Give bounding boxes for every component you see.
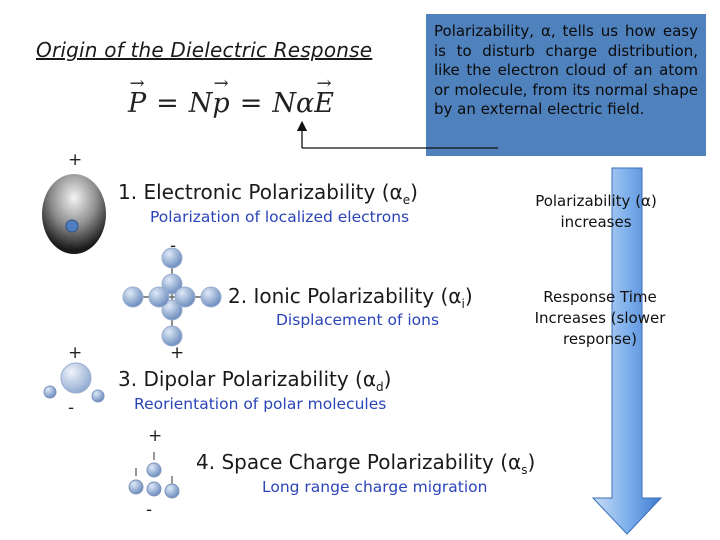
plus-sign-2: + [170, 343, 185, 363]
space-charge-polarizability-heading: 4. Space Charge Polarizability $(\alpha_s)$ [196, 450, 536, 477]
formula-P: → P [128, 88, 146, 119]
formula-alpha: α [295, 88, 315, 119]
ionic-polarizability-heading: 2. Ionic Polarizability $(\alpha_i)$ [228, 284, 473, 311]
formula-p: → p [212, 88, 229, 119]
plus-sign-4: + [148, 426, 163, 446]
electronic-polarizability-description: Polarization of localized electrons [150, 208, 410, 226]
polar-molecule [44, 363, 104, 402]
callout-connector [302, 126, 498, 148]
space-charge-polarizability-description: Long range charge migration [262, 478, 488, 496]
polarization-formula: → P = N→ p = Nα→ E [128, 88, 334, 119]
minus-sign-2: - [170, 236, 177, 256]
formula-N: N [188, 88, 213, 119]
formula-E: → E [314, 88, 334, 119]
plus-sign-3: + [68, 343, 83, 363]
electronic-polarizability-heading: 1. Electronic Polarizability $(\alpha_e)$ [118, 180, 418, 207]
minus-sign-4: - [146, 500, 153, 520]
dipolar-polarizability-description: Reorientation of polar molecules [134, 395, 387, 413]
dipolar-polarizability-heading: 3. Dipolar Polarizability $(\alpha_d)$ [118, 367, 392, 394]
formula-N2: N [272, 88, 296, 119]
space-charge-cluster [129, 452, 179, 498]
slide-title: Origin of the Dielectric Response [36, 38, 373, 62]
polarizability-callout: Polarizability, α, tells us how easy is to disturb charge distribution, like the electron cloud of an atom or molecule, from its normal shape by an external electric field. [426, 14, 706, 156]
minus-sign-3: - [68, 398, 75, 418]
plus-sign-1: + [68, 150, 83, 170]
ionic-lattice [123, 248, 221, 346]
response-time-label: Response Time Increases (slower response) [534, 288, 666, 348]
ionic-polarizability-description: Displacement of ions [276, 311, 440, 329]
polarizability-increases-label: Polarizability (α) increases [535, 192, 657, 231]
minus-sign-1: - [68, 236, 75, 256]
